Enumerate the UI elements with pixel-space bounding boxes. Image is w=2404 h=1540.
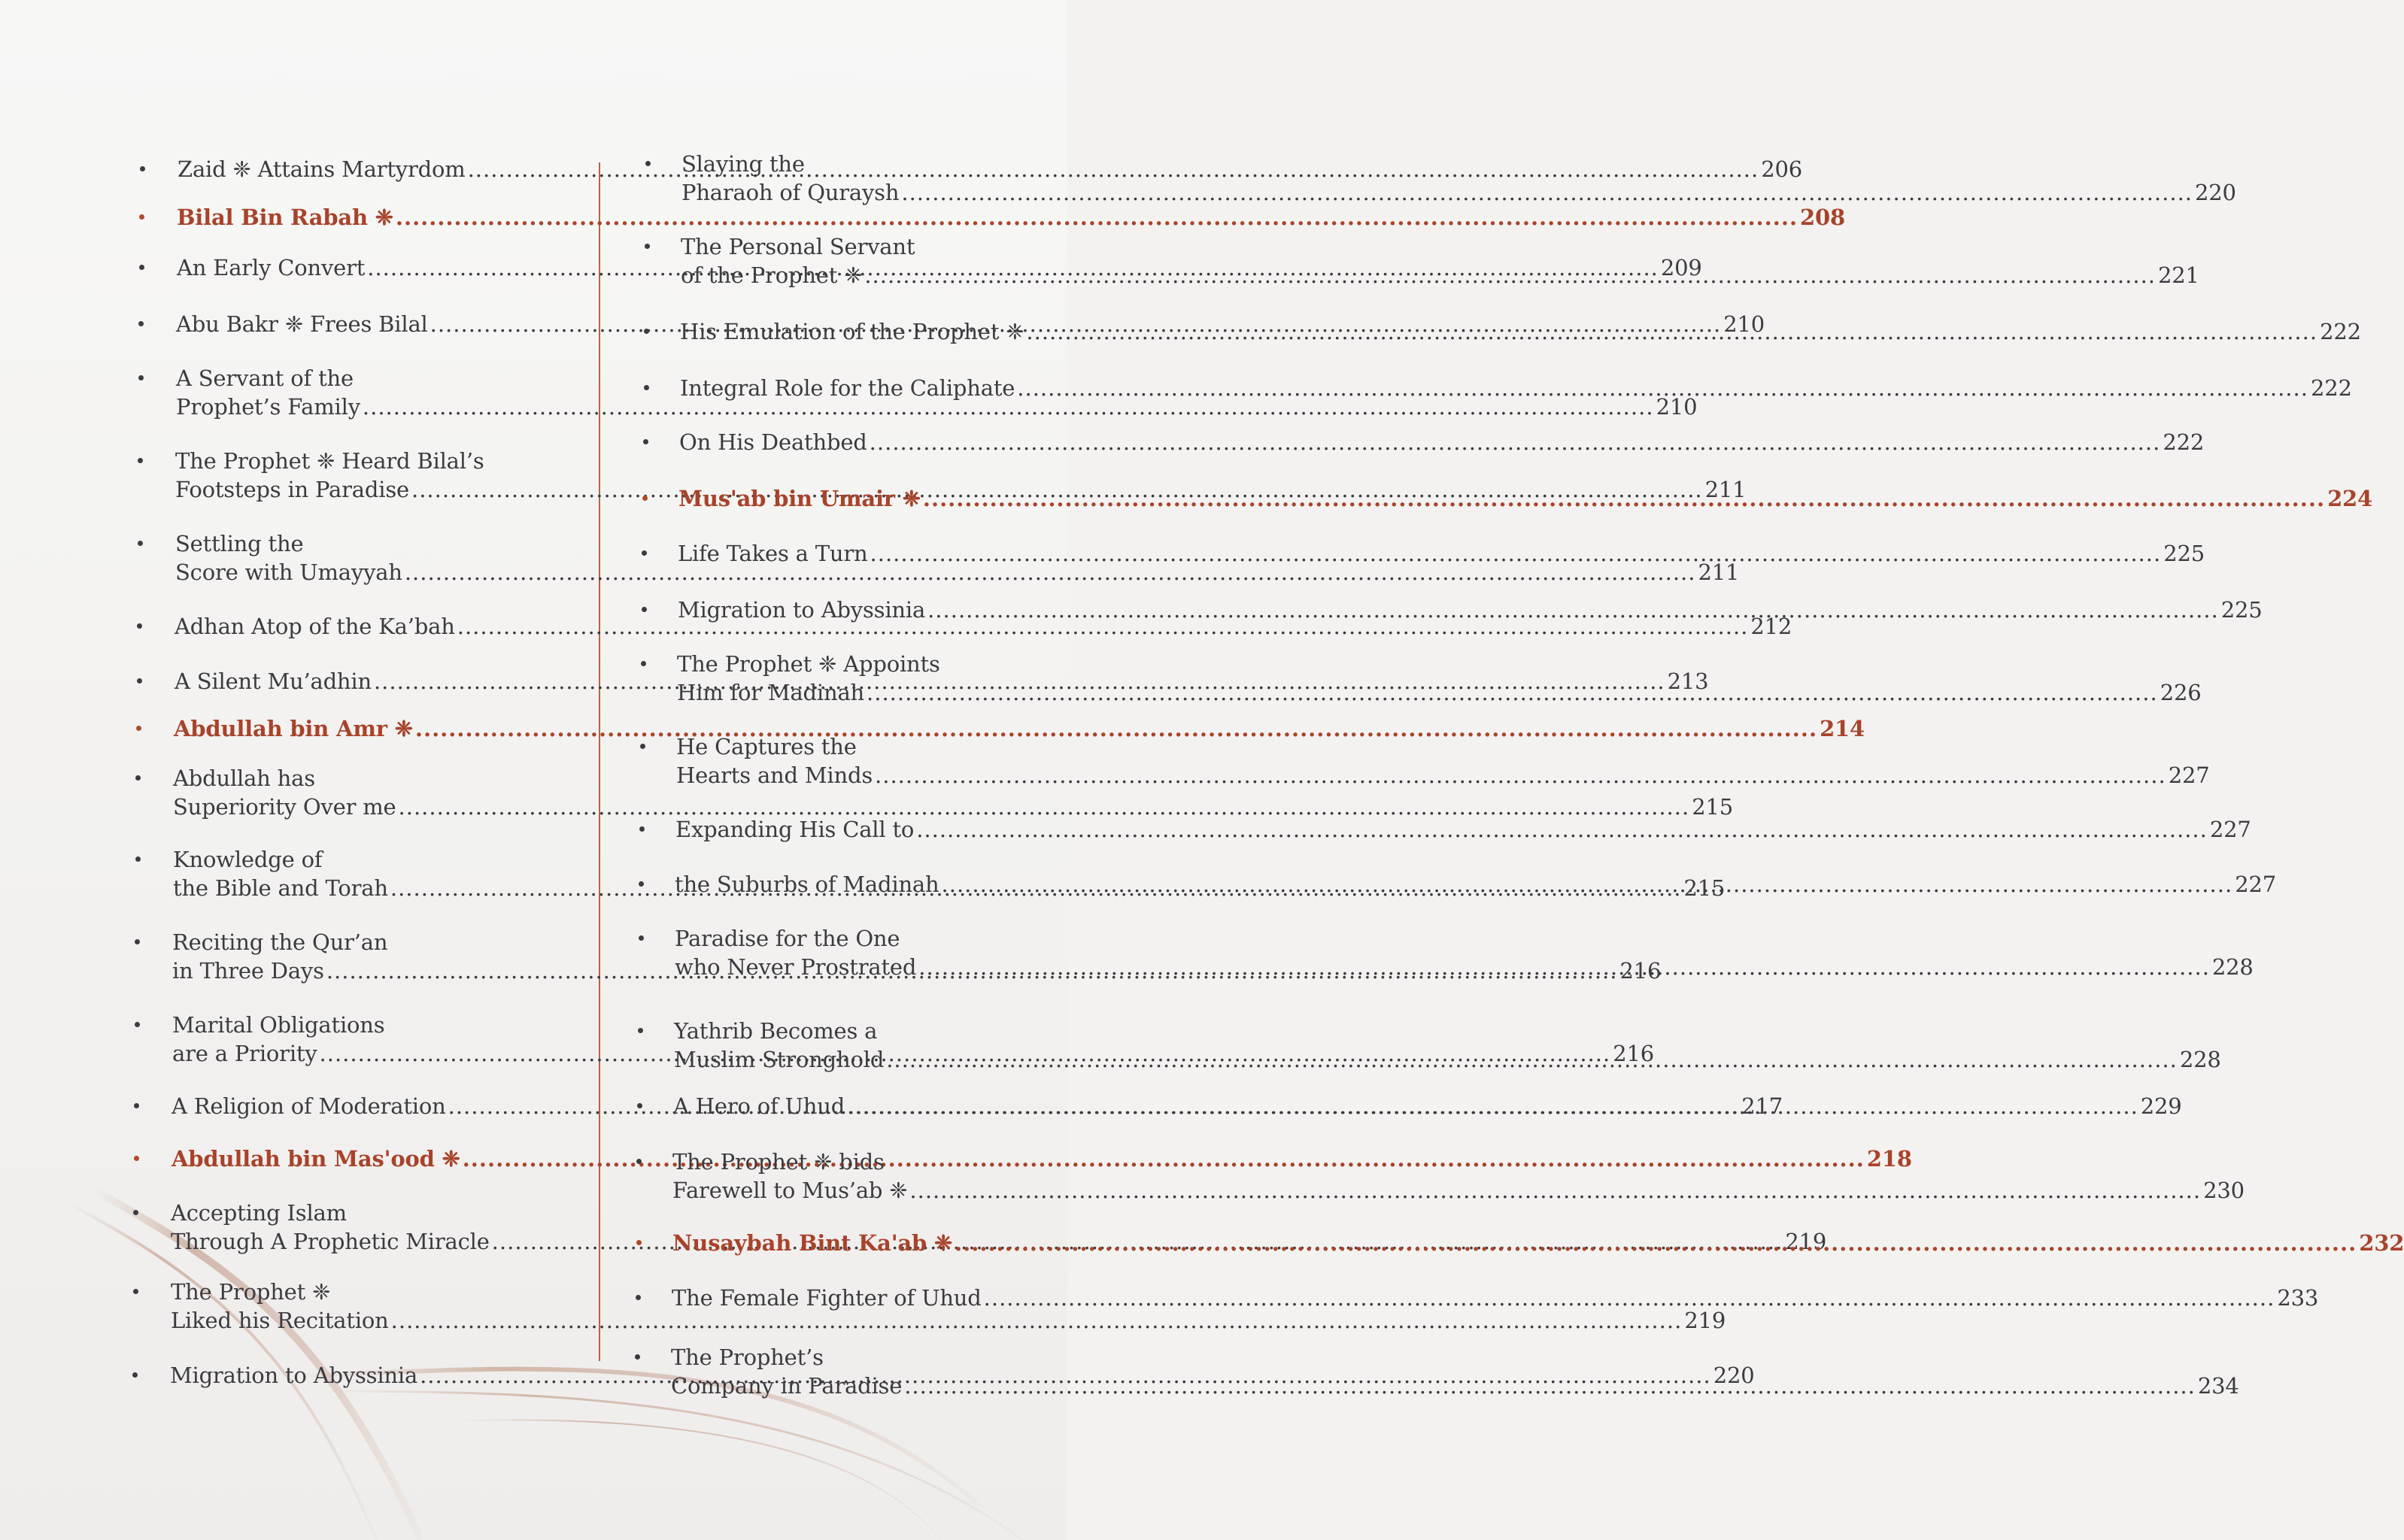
entry-title-line: Integral Role for the Caliphate: [680, 375, 1015, 401]
page-number: 219: [1785, 1229, 1827, 1254]
dot-leader: [984, 1284, 2275, 1312]
page-number: 225: [2220, 597, 2263, 623]
bullet-icon: [643, 439, 648, 444]
entry-title-line: The Personal Servant: [681, 234, 915, 259]
dot-leader: [916, 815, 2208, 844]
page-number: 214: [1820, 716, 1865, 741]
bullet-icon: [133, 1289, 138, 1294]
page-number: 211: [1698, 559, 1740, 585]
page-number: 222: [2320, 319, 2361, 344]
entry-title-line: Migration to Abyssinia: [678, 597, 926, 623]
entry-title-line: Settling the: [175, 531, 304, 556]
bullet-icon: [135, 775, 141, 781]
page-number: 222: [2310, 375, 2352, 401]
entry-title-line: the Bible and Torah: [173, 875, 388, 901]
page-number: 216: [1619, 958, 1662, 984]
page-number: 215: [1692, 794, 1733, 820]
page-number: 209: [1660, 255, 1702, 280]
toc-chapter-heading[interactable]: [174, 714, 1865, 743]
entry-title-line: Company in Paradise: [671, 1373, 903, 1399]
page-number: 213: [1667, 668, 1709, 694]
entry-title-line: Through A Prophetic Miracle: [171, 1229, 490, 1254]
toc-entry[interactable]: [678, 539, 2205, 568]
bullet-icon: [639, 881, 644, 887]
bullet-icon: [639, 826, 645, 832]
page-number: 227: [2168, 762, 2210, 788]
entry-title-line: Accepting Islam: [171, 1200, 347, 1226]
bullet-icon: [645, 244, 650, 249]
page-number: 221: [2158, 262, 2199, 288]
entry-title-line: Paradise for the One: [675, 926, 900, 951]
page-number: 228: [2179, 1047, 2221, 1072]
bullet-icon: [138, 458, 143, 463]
entry-title-line: Muslim Stronghold: [674, 1047, 885, 1072]
toc-entry[interactable]: [672, 1284, 2319, 1312]
bullet-icon: [636, 1295, 641, 1300]
page-number: 217: [1741, 1093, 1783, 1119]
entry-title-line: Migration to Abyssinia: [170, 1363, 418, 1388]
dot-leader: [864, 261, 2156, 290]
entry-title-line: The Prophet ❈: [171, 1279, 331, 1305]
entry-title-line: A Hero of Uhud: [673, 1093, 845, 1119]
bullet-icon: [638, 1028, 643, 1033]
entry-title-line: Yathrib Becomes a: [674, 1018, 878, 1044]
bullet-icon: [636, 1240, 642, 1245]
bullet-icon: [139, 214, 144, 220]
entry-title-line: Liked his Recitation: [171, 1308, 389, 1333]
page-number: 212: [1750, 614, 1792, 639]
entry-title-line: A Religion of Moderation: [171, 1093, 446, 1119]
bullet-icon: [138, 375, 144, 380]
entry-title-line: Abu Bakr ❈ Frees Bilal: [176, 311, 428, 337]
bullet-icon: [135, 856, 141, 862]
entry-title-line: are a Priority: [172, 1041, 317, 1066]
page-number: 211: [1704, 477, 1747, 502]
page-number: 232: [2359, 1230, 2404, 1256]
entry-title-line: Nusaybah Bint Ka'ab ❈: [672, 1230, 953, 1256]
dot-leader: [867, 678, 2158, 707]
entry-title-line: Reciting the Qur’an: [172, 929, 388, 955]
bullet-icon: [138, 541, 143, 546]
entry-title-line: A Silent Mu’adhin: [175, 668, 372, 694]
toc-entry[interactable]: [175, 612, 1792, 641]
page-number: 233: [2277, 1285, 2319, 1311]
toc-entry[interactable]: [675, 815, 2251, 844]
bullet-icon: [136, 726, 141, 731]
dot-leader: [901, 178, 2193, 207]
page-number: 218: [1866, 1146, 1912, 1172]
entry-title-line: Abdullah bin Mas'ood ❈: [171, 1146, 460, 1172]
page-number: 208: [1800, 205, 1845, 230]
bullet-icon: [137, 623, 142, 629]
entry-title-line: The Prophet ❈ Heard Bilal’s: [175, 448, 484, 474]
bullet-icon: [636, 1159, 642, 1164]
entry-title-line: Zaid ❈ Attains Martyrdom: [178, 156, 466, 182]
bullet-icon: [644, 385, 649, 390]
bullet-icon: [134, 1156, 139, 1161]
dot-leader: [1026, 317, 2317, 346]
page-number: 229: [2140, 1093, 2182, 1119]
toc-entry[interactable]: [680, 374, 2352, 402]
dot-leader: [875, 761, 2166, 790]
bullet-icon: [132, 1372, 138, 1378]
page-number: 228: [2211, 954, 2254, 980]
dot-leader: [909, 1176, 2201, 1205]
entry-title-line: Slaying the: [681, 151, 805, 177]
entry-title-line: Farewell to Mus’ab ❈: [672, 1178, 908, 1203]
dot-leader: [955, 1229, 2357, 1257]
page-number: 225: [2163, 541, 2205, 566]
entry-title-line: The Prophet ❈ Appoints: [677, 651, 940, 677]
dot-leader: [870, 539, 2162, 568]
toc-entry[interactable]: [676, 732, 2210, 790]
entry-title-line: Hearts and Minds: [676, 762, 873, 788]
page-number: 227: [2235, 872, 2276, 897]
page-number: 227: [2209, 817, 2251, 842]
page-number: 220: [1713, 1363, 1755, 1388]
page-number: 234: [2197, 1373, 2239, 1399]
entry-title-line: the Suburbs of Madinah: [675, 872, 939, 897]
dot-leader: [847, 1092, 2138, 1120]
dot-leader: [918, 953, 2210, 981]
entry-title-line: The Prophet ❈ bids: [672, 1149, 885, 1175]
bullet-icon: [133, 1210, 138, 1215]
bullet-icon: [642, 550, 647, 556]
bullet-icon: [641, 661, 646, 666]
entry-title-line: Him for Madinah: [677, 680, 865, 705]
entry-title-line: Pharaoh of Quraysh: [681, 180, 900, 205]
bullet-icon: [134, 1103, 139, 1108]
entry-title-line: in Three Days: [172, 958, 324, 984]
entry-title-line: His Emulation of the Prophet ❈: [680, 319, 1024, 344]
entry-title-line: Marital Obligations: [172, 1012, 385, 1038]
page-number: 230: [2203, 1178, 2245, 1203]
bullet-icon: [135, 939, 140, 944]
page-number: 226: [2160, 680, 2202, 705]
entry-title-line: An Early Convert: [177, 255, 366, 280]
dot-leader: [942, 870, 2233, 899]
entry-title-line: Superiority Over me: [173, 794, 396, 820]
dot-leader: [870, 428, 2161, 456]
entry-title-line: The Prophet’s: [671, 1344, 824, 1370]
bullet-icon: [642, 496, 648, 501]
bullet-icon: [139, 265, 144, 270]
page-number: 219: [1684, 1308, 1726, 1333]
column-divider: [599, 162, 600, 1361]
entry-title-line: Life Takes a Turn: [678, 541, 868, 566]
page-number: 210: [1656, 394, 1698, 420]
entry-title-line: Mus'ab bin Umair ❈: [678, 486, 921, 511]
toc-entry[interactable]: [679, 428, 2205, 456]
entry-title-line: On His Deathbed: [679, 429, 867, 455]
bullet-icon: [637, 1103, 642, 1108]
page-number: 206: [1761, 156, 1803, 182]
entry-title-line: He Captures the: [676, 734, 857, 759]
page-number: 216: [1613, 1041, 1654, 1066]
bullet-icon: [138, 321, 144, 326]
entry-title-line: Adhan Atop of the Ka’bah: [175, 614, 455, 639]
toc-entry[interactable]: [678, 596, 2263, 624]
entry-title-line: The Female Fighter of Uhud: [672, 1285, 982, 1311]
dot-leader: [396, 203, 1798, 232]
entry-title-line: Score with Umayyah: [175, 559, 402, 585]
bullet-icon: [644, 329, 649, 334]
page-number: 215: [1683, 875, 1726, 901]
entry-title-line: Expanding His Call to: [675, 817, 915, 842]
bullet-icon: [639, 935, 644, 941]
toc-chapter-heading[interactable]: [177, 203, 1845, 232]
entry-title-line: Abdullah has: [173, 765, 315, 791]
dot-leader: [886, 1045, 2178, 1074]
page-number: 210: [1723, 311, 1765, 337]
entry-title-line: of the Prophet ❈: [681, 262, 863, 288]
page-number: 222: [2163, 429, 2205, 455]
bullet-icon: [645, 161, 651, 166]
dot-leader: [1017, 374, 2308, 402]
dot-leader: [904, 1372, 2196, 1400]
page-number: 220: [2195, 180, 2236, 205]
bullet-icon: [140, 166, 145, 171]
dot-leader: [923, 484, 2325, 513]
entry-title-line: Prophet’s Family: [176, 394, 360, 420]
bullet-icon: [635, 1354, 640, 1360]
bullet-icon: [642, 607, 647, 612]
entry-title-line: who Never Prostrated: [675, 954, 917, 980]
bullet-icon: [137, 678, 142, 684]
entry-title-line: Footsteps in Paradise: [175, 477, 409, 502]
bullet-icon: [135, 1022, 140, 1027]
entry-title-line: Bilal Bin Rabah ❈: [177, 205, 393, 230]
page-number: 224: [2327, 486, 2372, 511]
entry-title-line: Knowledge of: [173, 847, 323, 872]
entry-title-line: Abdullah bin Amr ❈: [174, 716, 413, 741]
entry-title-line: A Servant of the: [176, 365, 354, 391]
dot-leader: [927, 596, 2219, 624]
bullet-icon: [640, 744, 645, 749]
